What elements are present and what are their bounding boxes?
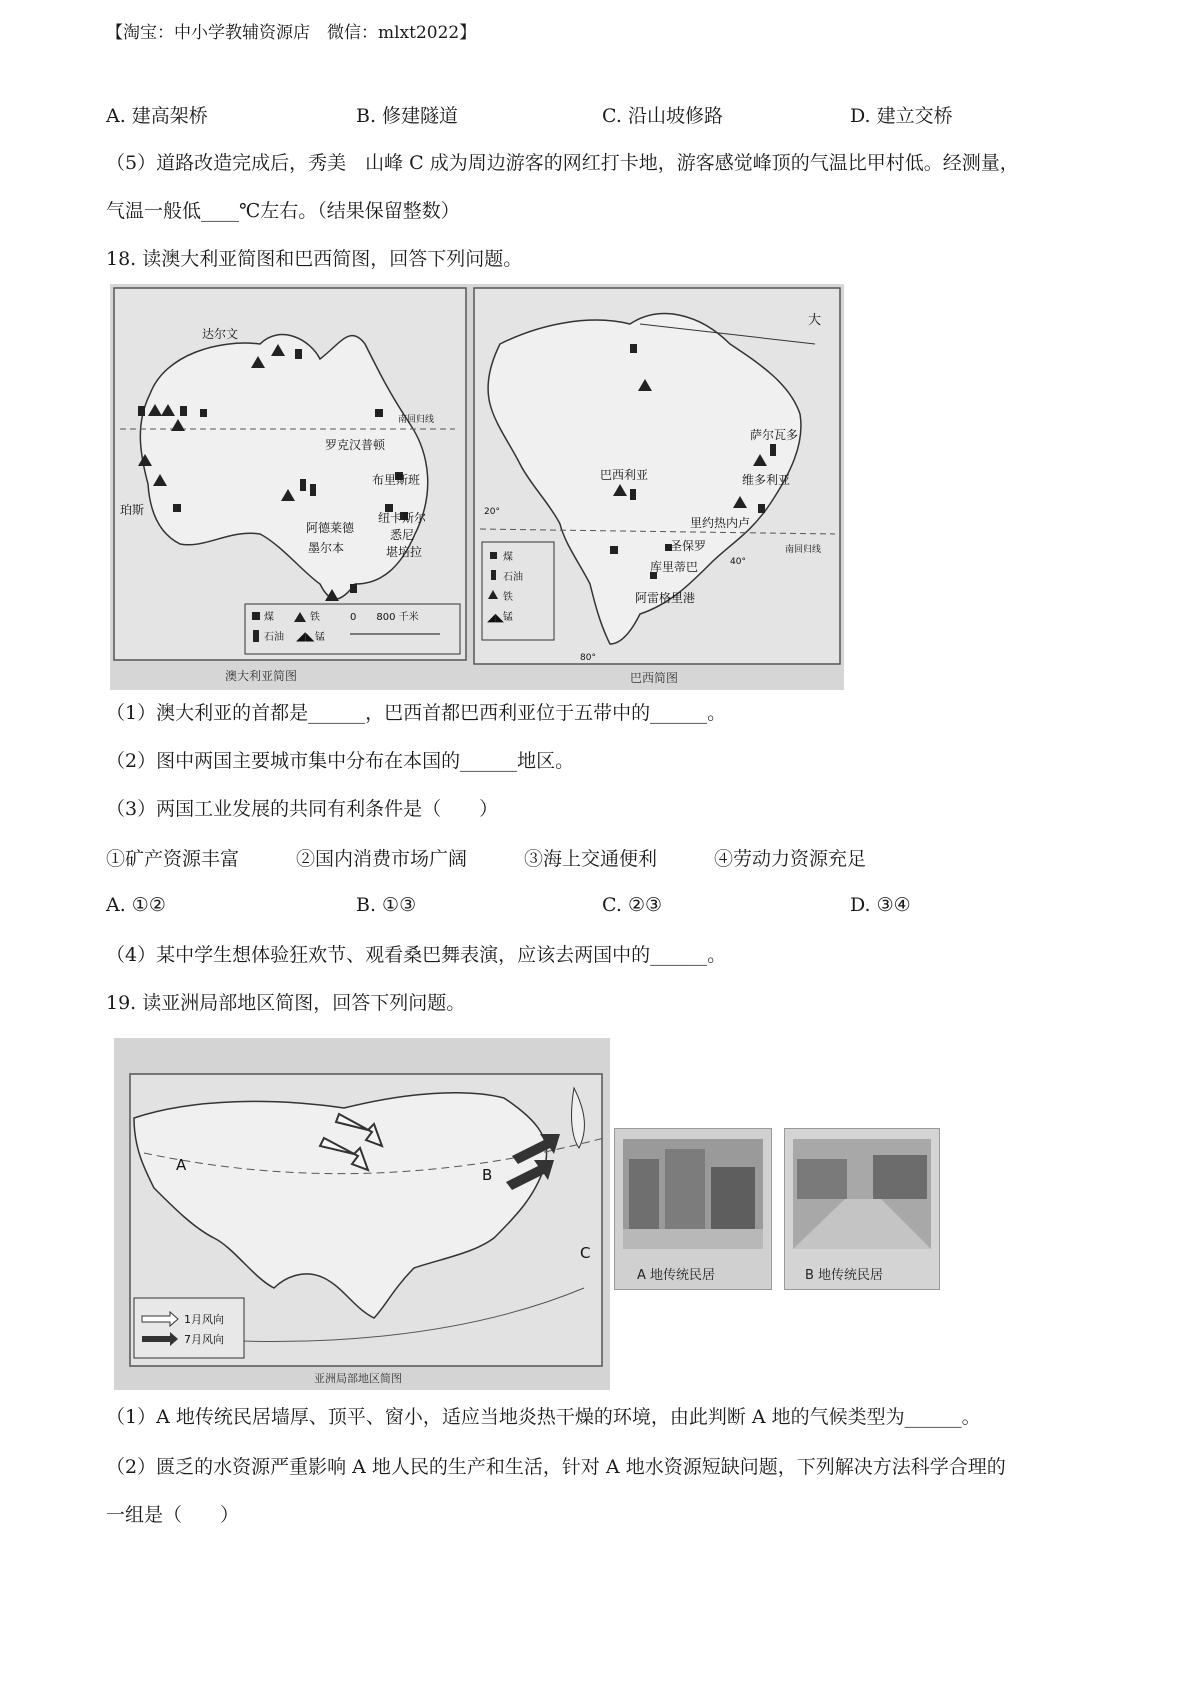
q17-option-a: A. 建高架桥 xyxy=(106,105,208,127)
q19-question-2-line2: 一组是（ ） xyxy=(106,1504,240,1526)
aus-city-perth: 珀斯 xyxy=(120,503,145,517)
bra-city-vitoria: 维多利亚 xyxy=(742,473,791,487)
asia-label-b: B xyxy=(482,1166,493,1184)
asia-label-c: C xyxy=(580,1244,591,1262)
q18-question-2: （2）图中两国主要城市集中分布在本国的______地区。 xyxy=(106,750,575,772)
photo-b-dwelling xyxy=(784,1128,940,1290)
q18-option-a: A. ①② xyxy=(106,894,166,916)
aus-legend-manganese-symbol: ◢◣ xyxy=(296,629,315,643)
asia-legend-jul: 7月风向 xyxy=(184,1333,224,1346)
page-header: 【淘宝：中小学教辅资源店 微信：mlxt2022】 xyxy=(106,23,477,43)
q17-option-d: D. 建立交桥 xyxy=(850,105,953,127)
q17-option-c: C. 沿山坡修路 xyxy=(602,105,723,127)
aus-caption: 澳大利亚简图 xyxy=(225,669,298,683)
bra-city-curitiba: 库里蒂巴 xyxy=(650,560,699,574)
bra-city-salvador: 萨尔瓦多 xyxy=(750,428,799,442)
photo-a-caption: A 地传统民居 xyxy=(637,1268,716,1283)
asia-map xyxy=(114,1038,610,1390)
aus-city-adelaide: 阿德莱德 xyxy=(306,521,355,535)
aus-city-darwin: 达尔文 xyxy=(202,327,239,341)
aus-city-melbourne: 墨尔本 xyxy=(308,541,345,555)
aus-city-brisbane: 布里斯班 xyxy=(372,473,421,487)
bra-caption: 巴西简图 xyxy=(630,671,679,685)
aus-city-newcastle: 纽卡斯尔 xyxy=(378,511,427,525)
q18-question-4: （4）某中学生想体验狂欢节、观看桑巴舞表演，应该去两国中的______。 xyxy=(106,944,727,966)
asia-legend-jan: 1月风向 xyxy=(184,1313,224,1326)
bra-legend-oil: 石油 xyxy=(503,572,523,583)
aus-legend-oil: 石油 xyxy=(264,632,284,643)
q18-question-3: （3）两国工业发展的共同有利条件是（ ） xyxy=(106,798,499,820)
bra-city-sao-paulo: 圣保罗 xyxy=(670,539,707,553)
q18-option-c: C. ②③ xyxy=(602,894,663,916)
aus-scale: 0 800 千米 xyxy=(350,612,419,623)
q18-option-d: D. ③④ xyxy=(850,894,911,916)
photo-a-dwelling xyxy=(614,1128,772,1290)
aus-city-sydney: 悉尼 xyxy=(390,528,415,542)
bra-legend-manganese: 锰 xyxy=(503,612,513,623)
aus-legend-iron: 铁 xyxy=(310,612,320,623)
bra-tropic-label: 南回归线 xyxy=(785,545,822,555)
australia-map xyxy=(110,284,470,690)
aus-city-canberra: 堪培拉 xyxy=(386,545,423,559)
asia-caption: 亚洲局部地区简图 xyxy=(314,1372,402,1385)
aus-legend-manganese: 锰 xyxy=(315,632,325,643)
aus-legend-coal: 煤 xyxy=(264,612,274,623)
bra-legend-coal: 煤 xyxy=(503,552,513,563)
asia-label-a: A xyxy=(176,1156,187,1174)
bra-deg-20: 20° xyxy=(484,507,500,517)
photo-b-caption: B 地传统民居 xyxy=(805,1268,884,1283)
q17-option-b: B. 修建隧道 xyxy=(356,105,459,127)
q18-question-1: （1）澳大利亚的首都是______，巴西首都巴西利亚位于五带中的______。 xyxy=(106,702,727,724)
brazil-map xyxy=(470,284,844,690)
q19-stem: 19. 读亚洲局部地区简图，回答下列问题。 xyxy=(106,992,466,1014)
bra-city-rio: 里约热内卢 xyxy=(690,516,751,530)
bra-city-brasilia: 巴西利亚 xyxy=(600,468,649,482)
q18-option-b: B. ①③ xyxy=(356,894,417,916)
q18-conditions: ①矿产资源丰富 ②国内消费市场广阔 ③海上交通便利 ④劳动力资源充足 xyxy=(106,848,867,870)
bra-deg-40: 40° xyxy=(730,557,746,567)
bra-legend-iron: 铁 xyxy=(503,592,513,603)
aus-tropic-label: 南回归线 xyxy=(398,415,435,425)
q17-question-5-line1: （5）道路改造完成后，秀美 山峰 C 成为周边游客的网红打卡地，游客感觉峰顶的气温比甲村低。经测量， xyxy=(106,152,1019,174)
bra-city-porto-alegre: 阿雷格里港 xyxy=(635,591,696,605)
bra-deg-80: 80° xyxy=(580,653,596,663)
q18-stem: 18. 读澳大利亚简图和巴西简图，回答下列问题。 xyxy=(106,248,523,270)
aus-city-rockhampton: 罗克汉普顿 xyxy=(325,438,386,452)
bra-legend-manganese-symbol: ◢◣ xyxy=(487,611,504,624)
q19-question-1: （1）A 地传统民居墙厚、顶平、窗小，适应当地炎热干燥的环境，由此判断 A 地的气候类型为______。 xyxy=(106,1406,981,1428)
q19-question-2-line1: （2）匮乏的水资源严重影响 A 地人民的生产和生活，针对 A 地水资源短缺问题，下列解决方法科学合理的 xyxy=(106,1456,1006,1478)
q17-question-5-line2: 气温一般低____℃左右。（结果保留整数） xyxy=(106,200,460,222)
bra-ocean-label: 大 xyxy=(808,313,822,328)
